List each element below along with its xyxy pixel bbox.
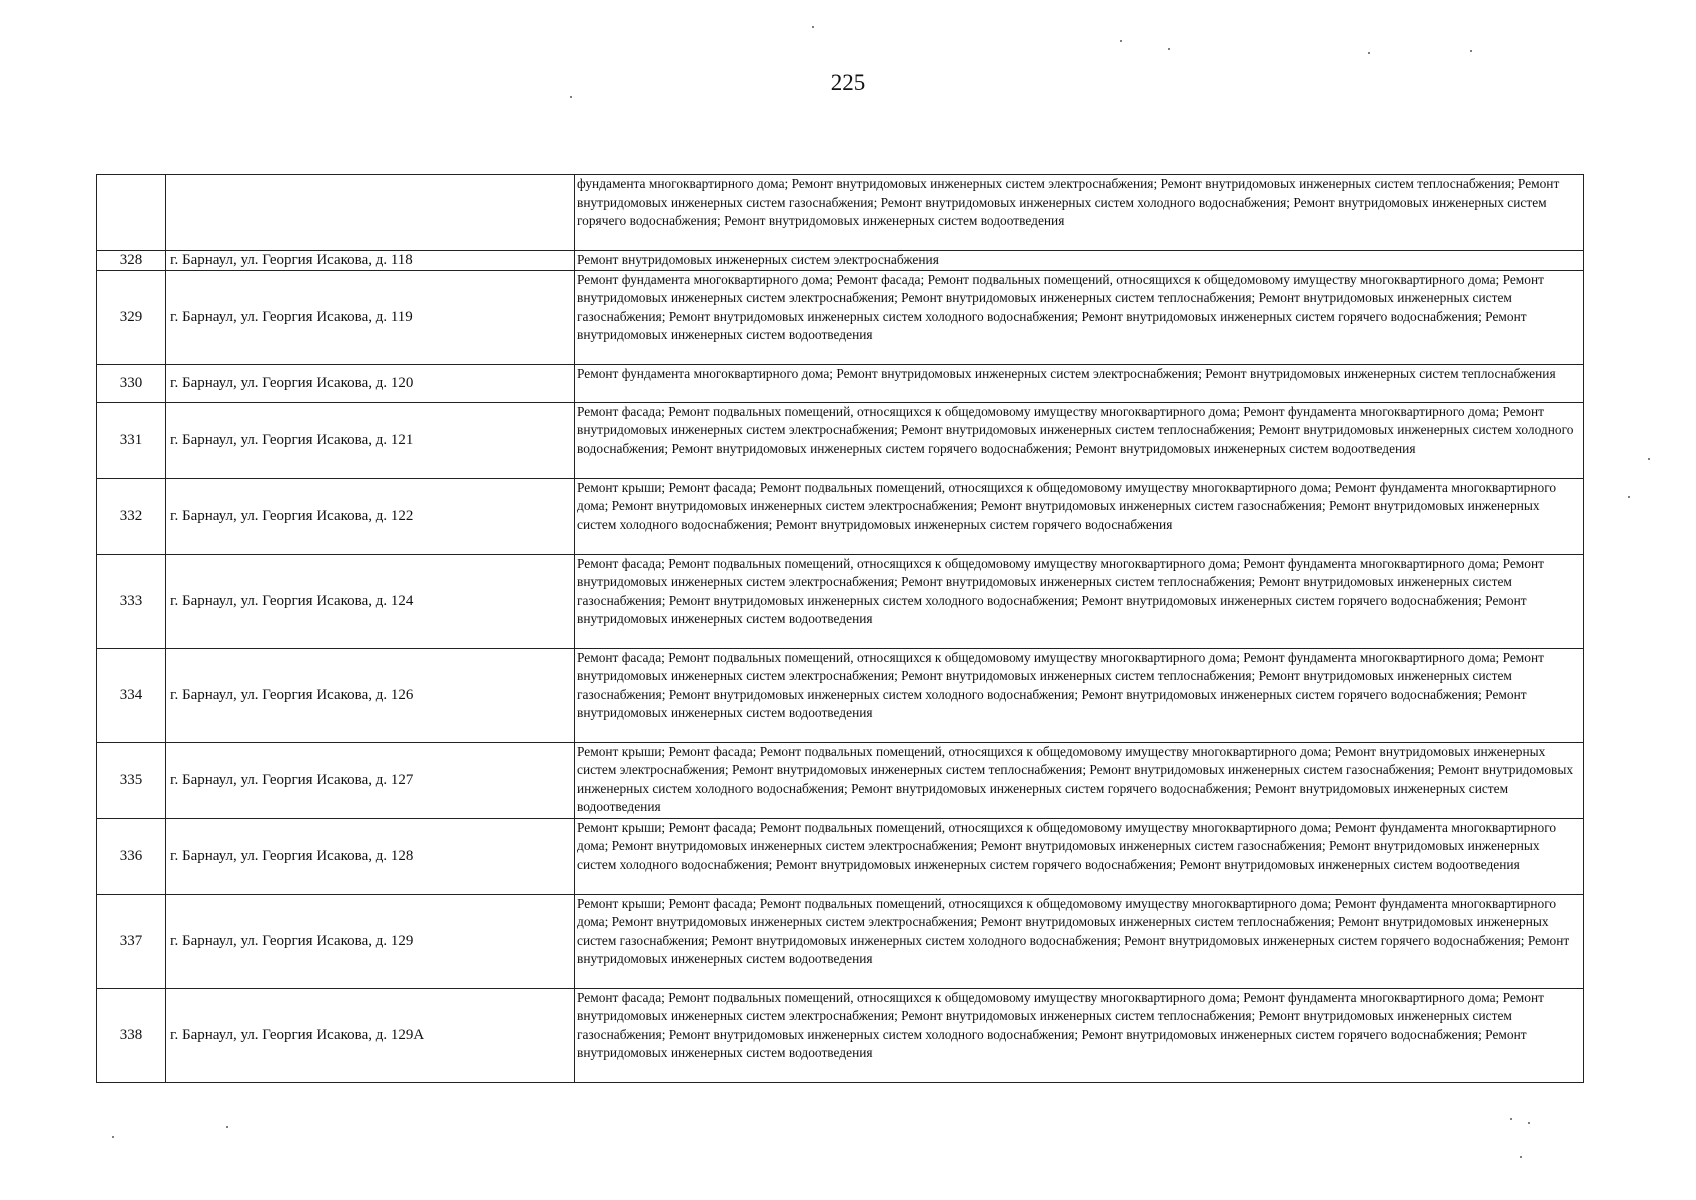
row-address: г. Барнаул, ул. Георгия Исакова, д. 128 [166,818,575,894]
row-works: Ремонт крыши; Ремонт фасада; Ремонт подвальных помещений, относящихся к общедомовому имуществу многоквартирного дома; Ремонт фундамента многоквартирного дома; Ремонт внутридомовых инженерных систем электроснабжения; Ремонт внутридомовых инженерных систем газоснабжения; Ремонт внутридомовых инженерных систем холодного водоснабжения; Ремонт внутридомовых инженерных систем горячего водоснабжения; Ремонт внутридомовых инженерных систем водоотведения [575,818,1584,894]
table-row [97,364,1584,402]
row-number: 329 [97,270,166,364]
row-number: 337 [97,894,166,988]
row-address: г. Барнаул, ул. Георгия Исакова, д. 119 [166,270,575,364]
row-works: Ремонт фасада; Ремонт подвальных помещений, относящихся к общедомовому имуществу многоквартирного дома; Ремонт фундамента многоквартирного дома; Ремонт внутридомовых инженерных систем электроснабжения; Ремонт внутридомовых инженерных систем теплоснабжения; Ремонт внутридомовых инженерных систем газоснабжения; Ремонт внутридомовых инженерных систем холодного водоснабжения; Ремонт внутридомовых инженерных систем горячего водоснабжения; Ремонт внутридомовых инженерных систем водоотведения [575,554,1584,648]
row-number: 336 [97,818,166,894]
row-address: г. Барнаул, ул. Георгия Исакова, д. 127 [166,742,575,818]
row-address: г. Барнаул, ул. Георгия Исакова, д. 118 [166,251,575,271]
table-row [97,988,1584,1082]
row-works: Ремонт фундамента многоквартирного дома; Ремонт фасада; Ремонт подвальных помещений, относящихся к общедомовому имуществу многоквартирного дома; Ремонт внутридомовых инженерных систем электроснабжения; Ремонт внутридомовых инженерных систем теплоснабжения; Ремонт внутридомовых инженерных систем газоснабжения; Ремонт внутридомовых инженерных систем холодного водоснабжения; Ремонт внутридомовых инженерных систем горячего водоснабжения; Ремонт внутридомовых инженерных систем водоотведения [575,270,1584,364]
scan-speck [1520,1156,1522,1158]
table-row [97,818,1584,894]
row-number: 334 [97,648,166,742]
row-address: г. Барнаул, ул. Георгия Исакова, д. 129А [166,988,575,1082]
row-works: Ремонт фасада; Ремонт подвальных помещений, относящихся к общедомовому имуществу многоквартирного дома; Ремонт фундамента многоквартирного дома; Ремонт внутридомовых инженерных систем электроснабжения; Ремонт внутридомовых инженерных систем теплоснабжения; Ремонт внутридомовых инженерных систем газоснабжения; Ремонт внутридомовых инженерных систем холодного водоснабжения; Ремонт внутридомовых инженерных систем горячего водоснабжения; Ремонт внутридомовых инженерных систем водоотведения [575,988,1584,1082]
repair-registry-table [96,174,1584,1083]
scan-speck [812,26,814,28]
row-number: 338 [97,988,166,1082]
scan-speck [1168,48,1170,50]
row-number: 328 [97,251,166,271]
row-number: 330 [97,364,166,402]
row-works: Ремонт крыши; Ремонт фасада; Ремонт подвальных помещений, относящихся к общедомовому имуществу многоквартирного дома; Ремонт фундамента многоквартирного дома; Ремонт внутридомовых инженерных систем электроснабжения; Ремонт внутридомовых инженерных систем газоснабжения; Ремонт внутридомовых инженерных систем холодного водоснабжения; Ремонт внутридомовых инженерных систем горячего водоснабжения [575,478,1584,554]
scan-speck [226,1126,228,1128]
table-row [97,742,1584,818]
scan-speck [1648,458,1650,460]
scan-speck [1510,1118,1512,1120]
row-number: 333 [97,554,166,648]
table-row [97,175,1584,251]
row-address [166,175,575,251]
scan-speck [1470,50,1472,52]
scan-speck [112,1136,114,1138]
table-row [97,402,1584,478]
row-address: г. Барнаул, ул. Георгия Исакова, д. 129 [166,894,575,988]
row-address: г. Барнаул, ул. Георгия Исакова, д. 122 [166,478,575,554]
page-number: 225 [830,70,866,95]
table-row [97,478,1584,554]
row-works: Ремонт фундамента многоквартирного дома; Ремонт внутридомовых инженерных систем электроснабжения; Ремонт внутридомовых инженерных систем теплоснабжения [575,364,1584,402]
table-row [97,270,1584,364]
row-works: Ремонт фасада; Ремонт подвальных помещений, относящихся к общедомовому имуществу многоквартирного дома; Ремонт фундамента многоквартирного дома; Ремонт внутридомовых инженерных систем электроснабжения; Ремонт внутридомовых инженерных систем теплоснабжения; Ремонт внутридомовых инженерных систем холодного водоснабжения; Ремонт внутридомовых инженерных систем горячего водоснабжения; Ремонт внутридомовых инженерных систем водоотведения [575,402,1584,478]
scan-speck [570,96,572,98]
row-works: Ремонт крыши; Ремонт фасада; Ремонт подвальных помещений, относящихся к общедомовому имуществу многоквартирного дома; Ремонт фундамента многоквартирного дома; Ремонт внутридомовых инженерных систем электроснабжения; Ремонт внутридомовых инженерных систем теплоснабжения; Ремонт внутридомовых инженерных систем газоснабжения; Ремонт внутридомовых инженерных систем холодного водоснабжения; Ремонт внутридомовых инженерных систем горячего водоснабжения; Ремонт внутридомовых инженерных систем водоотведения [575,894,1584,988]
table-row [97,251,1584,271]
row-number: 331 [97,402,166,478]
row-number: 335 [97,742,166,818]
row-works: Ремонт внутридомовых инженерных систем электроснабжения [575,251,1584,271]
row-address: г. Барнаул, ул. Георгия Исакова, д. 124 [166,554,575,648]
row-works: Ремонт фасада; Ремонт подвальных помещений, относящихся к общедомовому имуществу многоквартирного дома; Ремонт фундамента многоквартирного дома; Ремонт внутридомовых инженерных систем электроснабжения; Ремонт внутридомовых инженерных систем теплоснабжения; Ремонт внутридомовых инженерных систем газоснабжения; Ремонт внутридомовых инженерных систем холодного водоснабжения; Ремонт внутридомовых инженерных систем горячего водоснабжения; Ремонт внутридомовых инженерных систем водоотведения [575,648,1584,742]
scan-speck [1368,52,1370,54]
scan-speck [1120,40,1122,42]
row-works: Ремонт крыши; Ремонт фасада; Ремонт подвальных помещений, относящихся к общедомовому имуществу многоквартирного дома; Ремонт внутридомовых инженерных систем электроснабжения; Ремонт внутридомовых инженерных систем теплоснабжения; Ремонт внутридомовых инженерных систем газоснабжения; Ремонт внутридомовых инженерных систем холодного водоснабжения; Ремонт внутридомовых инженерных систем горячего водоснабжения; Ремонт внутридомовых инженерных систем водоотведения [575,742,1584,818]
row-number [97,175,166,251]
row-address: г. Барнаул, ул. Георгия Исакова, д. 120 [166,364,575,402]
row-address: г. Барнаул, ул. Георгия Исакова, д. 121 [166,402,575,478]
scan-speck [1628,496,1630,498]
row-works: фундамента многоквартирного дома; Ремонт внутридомовых инженерных систем электроснабжения; Ремонт внутридомовых инженерных систем теплоснабжения; Ремонт внутридомовых инженерных систем газоснабжения; Ремонт внутридомовых инженерных систем холодного водоснабжения; Ремонт внутридомовых инженерных систем горячего водоснабжения; Ремонт внутридомовых инженерных систем водоотведения [575,175,1584,251]
scan-speck [1528,1122,1530,1124]
table-row [97,648,1584,742]
table-row [97,894,1584,988]
row-number: 332 [97,478,166,554]
row-address: г. Барнаул, ул. Георгия Исакова, д. 126 [166,648,575,742]
table-row [97,554,1584,648]
